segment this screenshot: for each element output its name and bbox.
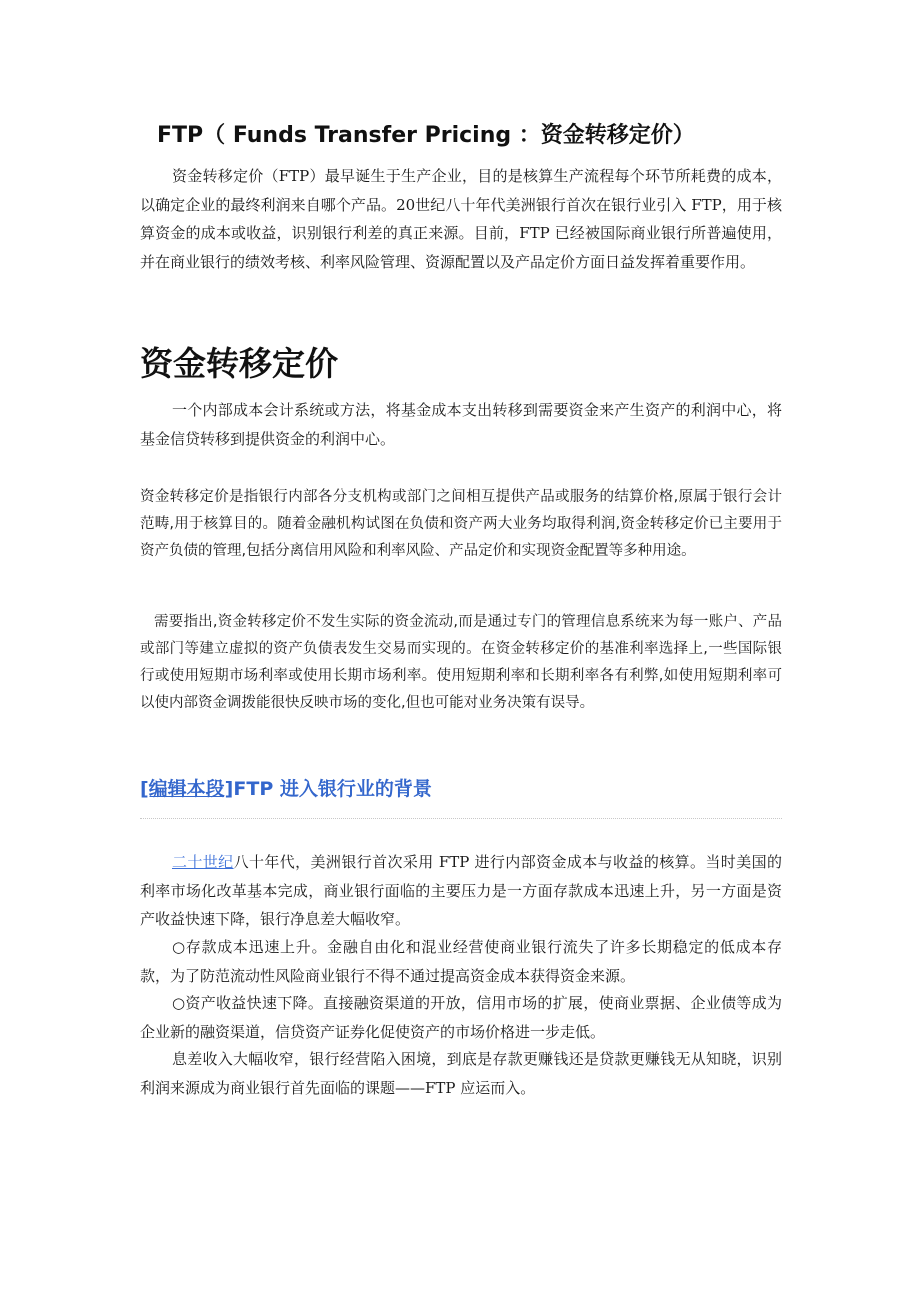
twentieth-century-link[interactable]: 二十世纪 [172, 853, 234, 871]
background-paragraph-3: ○资产收益快速下降。直接融资渠道的开放，信用市场的扩展，使商业票据、企业债等成为企业新的融资渠道，信贷资产证券化促使资产的市场价格进一步走低。 [140, 994, 782, 1041]
background-paragraph-4: 息差收入大幅收窄，银行经营陷入困境，到底是存款更赚钱还是贷款更赚钱无从知晓，识别利润来源成为商业银行首先面临的课题——FTP 应运而入。 [140, 1050, 782, 1097]
intro-paragraph: 资金转移定价（FTP）最早诞生于生产企业，目的是核算生产流程每个环节所耗费的成本，以确定企业的最终利润来自哪个产品。20世纪八十年代美洲银行首次在银行业引入 FTP，用于核算资金的成本或收益，识别银行利差的真正来源。目前，FTP 已经被国际商业银行所普遍使用，并在商业银行的绩效考核、利率风险管理、资源配置以及产品定价方面日益发挥着重要作用。 [140, 167, 782, 271]
section-heading-background [140, 774, 432, 804]
definition-paragraph: 一个内部成本会计系统或方法，将基金成本支出转移到需要资金来产生资产的利润中心，将基金信贷转移到提供资金的利润中心。 [140, 401, 782, 448]
paragraph-ftp-note: 需要指出,资金转移定价不发生实际的资金流动,而是通过专门的管理信息系统来为每一账户、产品或部门等建立虚拟的资产负债表发生交易而实现的。在资金转移定价的基准利率选择上,一些国际银行或使用短期市场利率或使用长期市场利率。使用短期利率和长期利率各有利弊,如使用短期利率可以使内部资金调拨能很快反映市场的变化,但也可能对业务决策有误导。 [140, 614, 782, 711]
edit-section-link[interactable]: [编辑本段] [140, 778, 234, 800]
paragraph-ftp-description: 资金转移定价是指银行内部各分支机构或部门之间相互提供产品或服务的结算价格,原属于银行会计范畴,用于核算目的。随着金融机构试图在负债和资产两大业务均取得利润,资金转移定价已主要用于资产负债的管理,包括分离信用风险和利率风险、产品定价和实现资金配置等多种用途。 [140, 489, 782, 559]
section-divider [140, 818, 782, 819]
background-paragraph-2: ○存款成本迅速上升。金融自由化和混业经营使商业银行流失了许多长期稳定的低成本存款，为了防范流动性风险商业银行不得不通过提高资金成本获得资金来源。 [140, 938, 782, 985]
section-title: FTP 进入银行业的背景 [233, 778, 432, 800]
document-title: FTP（ Funds Transfer Pricing ：资金转移定价） [157, 123, 695, 148]
background-paragraph-1 [140, 848, 782, 934]
background-paragraph-1-text: 八十年代，美洲银行首次采用 FTP 进行内部资金成本与收益的核算。当时美国的利率市场化改革基本完成，商业银行面临的主要压力是一方面存款成本迅速上升，另一方面是资产收益快速下降，银行净息差大幅收窄。 [140, 853, 782, 928]
section-heading-ftp: 资金转移定价 [140, 344, 338, 383]
